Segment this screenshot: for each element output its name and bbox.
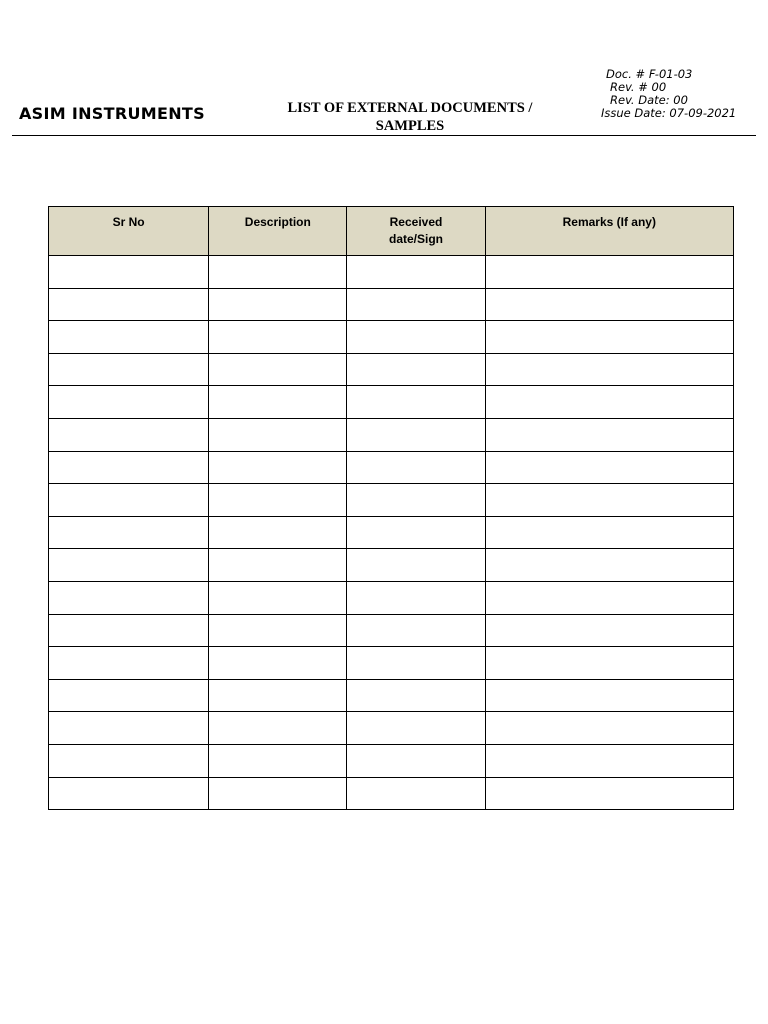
table-row (49, 712, 734, 745)
document-title (270, 99, 550, 135)
cell-received-date-sign (347, 386, 485, 419)
cell-received-date-sign (347, 451, 485, 484)
table-row (49, 647, 734, 680)
cell-remarks (485, 647, 733, 680)
cell-sr-no (49, 321, 209, 354)
cell-remarks (485, 712, 733, 745)
cell-description (209, 744, 347, 777)
cell-received-date-sign (347, 777, 485, 810)
table-row (49, 744, 734, 777)
cell-received-date-sign (347, 581, 485, 614)
cell-sr-no (49, 614, 209, 647)
table-row (49, 288, 734, 321)
cell-received-date-sign (347, 712, 485, 745)
cell-description (209, 549, 347, 582)
table-row (49, 256, 734, 289)
header-divider (12, 135, 756, 136)
cell-description (209, 647, 347, 680)
cell-remarks (485, 256, 733, 289)
column-header-description (209, 207, 347, 256)
cell-sr-no (49, 647, 209, 680)
cell-sr-no (49, 451, 209, 484)
table-row (49, 451, 734, 484)
cell-remarks (485, 581, 733, 614)
cell-description (209, 614, 347, 647)
cell-sr-no (49, 777, 209, 810)
cell-description (209, 288, 347, 321)
cell-sr-no (49, 516, 209, 549)
cell-description (209, 484, 347, 517)
cell-description (209, 679, 347, 712)
table-row (49, 777, 734, 810)
table-row (49, 581, 734, 614)
company-name: ASIM INSTRUMENTS (19, 104, 205, 123)
cell-received-date-sign (347, 256, 485, 289)
cell-remarks (485, 516, 733, 549)
cell-remarks (485, 418, 733, 451)
cell-sr-no (49, 484, 209, 517)
cell-received-date-sign (347, 484, 485, 517)
cell-sr-no (49, 418, 209, 451)
cell-remarks (485, 386, 733, 419)
cell-sr-no (49, 353, 209, 386)
column-header-label: Description (244, 215, 311, 229)
column-header-label: Remarks (If any) (562, 215, 656, 229)
cell-description (209, 581, 347, 614)
cell-remarks (485, 679, 733, 712)
cell-remarks (485, 288, 733, 321)
cell-sr-no (49, 712, 209, 745)
column-header-sr-no (49, 207, 209, 256)
cell-received-date-sign (347, 516, 485, 549)
cell-sr-no (49, 581, 209, 614)
cell-description (209, 777, 347, 810)
cell-sr-no (49, 549, 209, 582)
document-control-block (600, 68, 736, 120)
cell-received-date-sign (347, 418, 485, 451)
cell-description (209, 353, 347, 386)
column-header-label-line-2: date/Sign (388, 232, 443, 246)
cell-received-date-sign (347, 744, 485, 777)
cell-sr-no (49, 744, 209, 777)
cell-description (209, 386, 347, 419)
cell-description (209, 256, 347, 289)
cell-remarks (485, 614, 733, 647)
column-header-label: Received (389, 215, 443, 229)
column-header-label: Sr No (112, 215, 145, 229)
column-header-received-date-sign (347, 207, 485, 256)
cell-received-date-sign (347, 647, 485, 680)
cell-received-date-sign (347, 679, 485, 712)
table-row (49, 679, 734, 712)
revision-number: Rev. # 00 (610, 80, 667, 94)
cell-sr-no (49, 679, 209, 712)
cell-remarks (485, 549, 733, 582)
cell-remarks (485, 451, 733, 484)
cell-received-date-sign (347, 288, 485, 321)
table-row (49, 418, 734, 451)
cell-description (209, 712, 347, 745)
doc-number: Doc. # F-01-03 (606, 67, 693, 81)
cell-remarks (485, 744, 733, 777)
cell-received-date-sign (347, 614, 485, 647)
issue-date: Issue Date: 07-09-2021 (601, 106, 737, 120)
cell-received-date-sign (347, 321, 485, 354)
cell-description (209, 321, 347, 354)
table-row (49, 549, 734, 582)
table-row (49, 516, 734, 549)
table-header-row (49, 207, 734, 256)
revision-date: Rev. Date: 00 (610, 93, 688, 107)
cell-sr-no (49, 256, 209, 289)
table-row (49, 614, 734, 647)
external-documents-table (48, 206, 734, 810)
cell-description (209, 516, 347, 549)
document-title-line-2: SAMPLES (375, 118, 445, 134)
cell-remarks (485, 321, 733, 354)
table-row (49, 321, 734, 354)
cell-sr-no (49, 386, 209, 419)
table-row (49, 353, 734, 386)
table-body (49, 256, 734, 810)
cell-received-date-sign (347, 549, 485, 582)
cell-remarks (485, 353, 733, 386)
cell-sr-no (49, 288, 209, 321)
cell-description (209, 451, 347, 484)
cell-remarks (485, 484, 733, 517)
table-row (49, 386, 734, 419)
cell-received-date-sign (347, 353, 485, 386)
cell-description (209, 418, 347, 451)
table-row (49, 484, 734, 517)
document-title-line-1: LIST OF EXTERNAL DOCUMENTS / (287, 100, 533, 116)
column-header-remarks (485, 207, 733, 256)
cell-remarks (485, 777, 733, 810)
